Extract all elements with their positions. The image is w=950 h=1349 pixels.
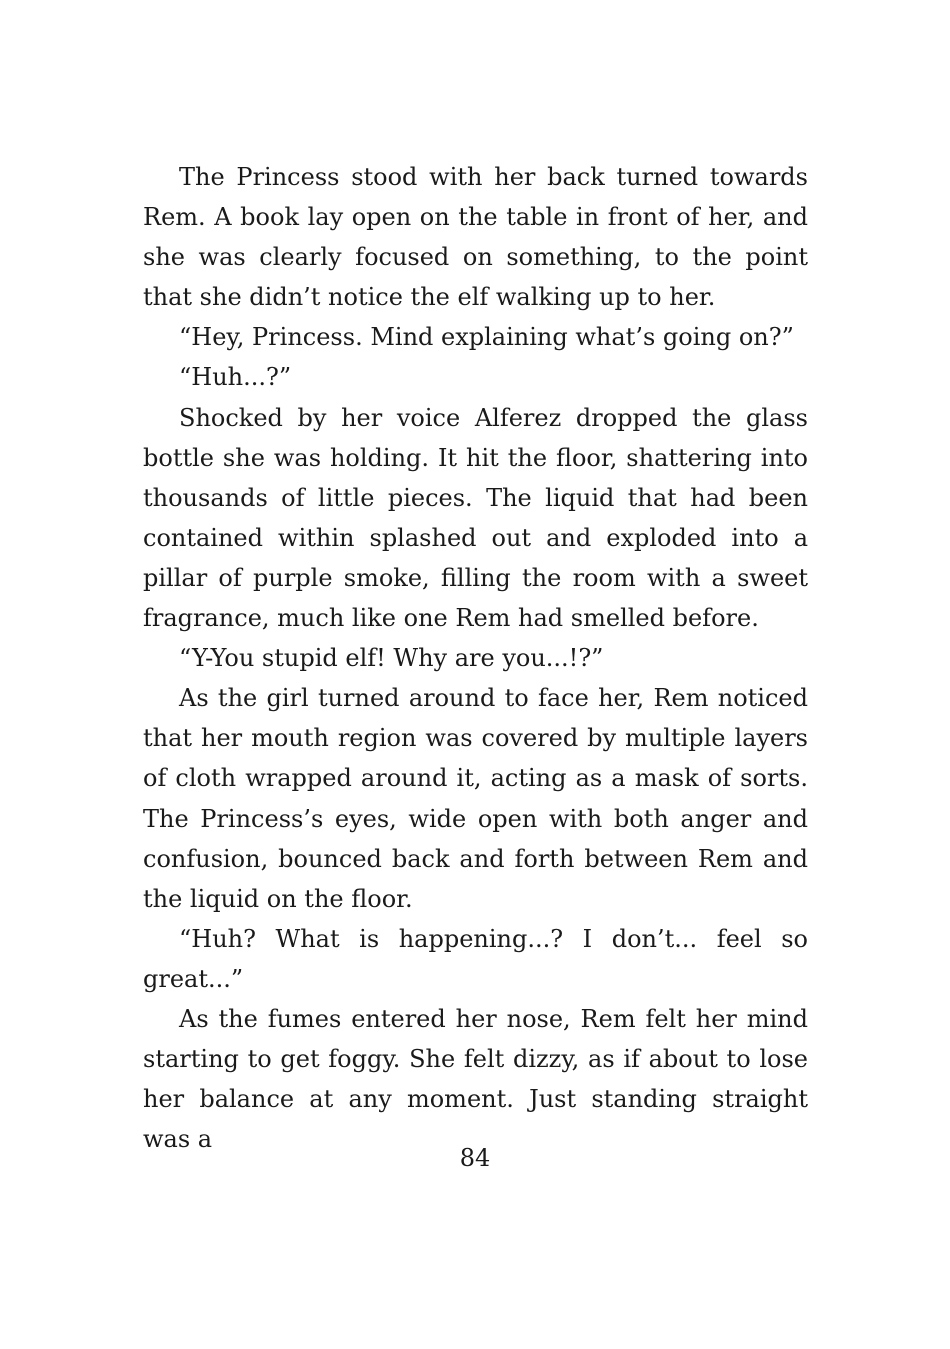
paragraph-5: “Y-You stupid elf! Why are you...!?” [179, 644, 604, 673]
paragraph-1: The Princess stood with her back turned towards Rem. A book lay open on the table in front of her, and she was clearly focused on something, to the point that she didn’t notice the elf walking up to her. [143, 163, 808, 312]
paragraph-8: As the fumes entered her nose, Rem felt her mind starting to get foggy. She felt dizzy, as if about to lose her balance at any moment. Just standing straight was a [143, 1004, 808, 1154]
paragraph-3: “Huh...?” [179, 363, 292, 392]
paragraph-4: Shocked by her voice Alferez dropped the glass bottle she was holding. It hit the floor, shattering into thousands of little pieces. The liquid that had been contained within splashed out and exploded into a pillar of purple smoke, filling the room with a sweet fragrance, much like one Rem had smelled before. [143, 403, 808, 633]
body-text [143, 157, 808, 1159]
paragraph-2: “Hey, Princess. Mind explaining what’s going on?” [179, 323, 794, 352]
page-number: 84 [459, 1144, 491, 1172]
paragraph-6: As the girl turned around to face her, Rem noticed that her mouth region was covered by multiple layers of cloth wrapped around it, acting as a mask of sorts. The Princess’s eyes, wide open with both anger and confusion, bounced back and forth between Rem and the liquid on the floor. [143, 684, 808, 913]
paragraph-7: “Huh? What is happening...? I don’t... feel so great...” [143, 924, 808, 993]
